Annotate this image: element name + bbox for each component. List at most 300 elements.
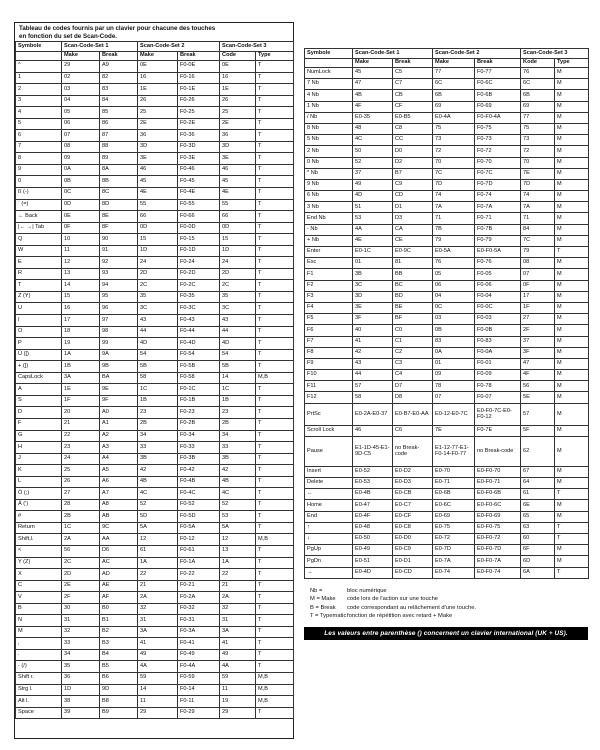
table-cell: 32 xyxy=(138,603,178,615)
table-cell: End xyxy=(305,511,353,522)
legend-description: code lors de l'action sur une touche xyxy=(347,596,439,603)
table-cell: 34 xyxy=(138,430,178,442)
table-cell: F0-66 xyxy=(178,211,220,223)
table-row xyxy=(16,118,294,130)
table-cell: F6 xyxy=(305,325,353,336)
table-cell: 16 xyxy=(62,303,100,315)
table-cell: F0-22 xyxy=(178,569,220,581)
table-row xyxy=(16,522,294,534)
table-cell: B2 xyxy=(100,626,138,638)
table-cell: 4C xyxy=(138,488,178,500)
table-cell: 34 xyxy=(62,649,100,661)
table-row xyxy=(16,95,294,107)
table-cell: F0-72 xyxy=(475,146,521,157)
table-cell: 1A xyxy=(138,557,178,569)
table-row xyxy=(305,224,589,235)
table-cell: F0-49 xyxy=(178,649,220,661)
table-cell: T xyxy=(256,488,294,500)
table-cell: 9E xyxy=(100,384,138,396)
table-cell: 4D xyxy=(138,338,178,350)
table-cell: 47 xyxy=(353,79,393,90)
table-row xyxy=(305,269,589,280)
table-cell: 42 xyxy=(138,465,178,477)
table-row xyxy=(16,696,294,708)
table-cell: T xyxy=(256,222,294,234)
table-cell: J xyxy=(16,453,62,465)
table-cell: E0-F0-6C xyxy=(475,500,521,511)
table-cell: T xyxy=(16,280,62,292)
table-cell: M xyxy=(555,392,589,403)
table-cell: 5B xyxy=(220,361,256,373)
table-cell: 61 xyxy=(138,545,178,557)
table-cell: T xyxy=(256,499,294,511)
table-cell: F0-74 xyxy=(475,191,521,202)
table-cell: M,B xyxy=(256,672,294,684)
table-cell: 03 xyxy=(62,84,100,96)
table-cell: 7 Nb xyxy=(305,79,353,90)
table-row xyxy=(305,191,589,202)
table-cell: M xyxy=(555,179,589,190)
table-cell: 7 xyxy=(16,141,62,153)
table-cell: 75 xyxy=(433,123,475,134)
table-row xyxy=(16,592,294,604)
table-cell: 4E xyxy=(138,188,178,200)
table-cell: E0-51 xyxy=(353,556,393,567)
table-cell: 0C xyxy=(433,302,475,313)
table-cell: 05 xyxy=(433,269,475,280)
table-cell: 53 xyxy=(220,511,256,523)
table-cell: 74 xyxy=(521,191,555,202)
table-cell: 1D xyxy=(220,245,256,257)
table-cell: 0F xyxy=(62,222,100,234)
table-cell: F0-25 xyxy=(178,107,220,119)
left-code-table-panel xyxy=(14,22,294,739)
table-cell: 0D xyxy=(220,222,256,234)
table-cell: 4F xyxy=(521,370,555,381)
table-cell: M,B xyxy=(256,684,294,696)
table-cell: 4 xyxy=(16,107,62,119)
table-cell: B3 xyxy=(100,638,138,650)
table-cell: 74 xyxy=(433,191,475,202)
table-row xyxy=(16,61,294,73)
table-cell: 39 xyxy=(62,707,100,719)
table-row xyxy=(305,556,589,567)
table-cell: T xyxy=(256,557,294,569)
table-cell: M xyxy=(555,258,589,269)
table-cell: 31 xyxy=(220,615,256,627)
table-cell: F0-23 xyxy=(178,407,220,419)
table-cell: 5F xyxy=(521,425,555,436)
table-cell: T xyxy=(555,489,589,500)
table-row xyxy=(305,258,589,269)
table-cell: 5 Nb xyxy=(305,135,353,146)
table-cell: M xyxy=(555,466,589,477)
header-empty xyxy=(16,52,62,61)
table-cell: M xyxy=(555,79,589,90)
table-row xyxy=(16,211,294,223)
table-cell: 3B xyxy=(353,269,393,280)
table-cell: T xyxy=(256,522,294,534)
table-cell: 4A xyxy=(220,661,256,673)
table-cell: F0-2C xyxy=(178,280,220,292)
table-cell: 49 xyxy=(138,649,178,661)
table-cell: F7 xyxy=(305,336,353,347)
table-row xyxy=(16,557,294,569)
table-row xyxy=(16,107,294,119)
table-cell: F0-71 xyxy=(475,213,521,224)
table-cell: 69 xyxy=(521,101,555,112)
table-cell: T xyxy=(256,326,294,338)
table-cell: F0-2A xyxy=(178,592,220,604)
table-cell: 2C xyxy=(138,280,178,292)
table-cell: , xyxy=(16,638,62,650)
table-cell: 41 xyxy=(353,336,393,347)
table-cell: 7C xyxy=(433,168,475,179)
table-cell: E0-CF xyxy=(393,511,433,522)
table-cell: - (/) xyxy=(16,661,62,673)
header-make: Make xyxy=(353,59,393,68)
table-row xyxy=(16,291,294,303)
table-cell: 47 xyxy=(521,358,555,369)
table-cell: 2A xyxy=(138,592,178,604)
legend-item xyxy=(310,587,588,596)
table-cell: E0-53 xyxy=(353,478,393,489)
table-cell: 5D xyxy=(138,511,178,523)
header-break: Break xyxy=(178,52,220,61)
table-cell: M xyxy=(555,556,589,567)
table-cell: M xyxy=(555,168,589,179)
table-cell: M xyxy=(555,370,589,381)
table-cell: T xyxy=(555,247,589,258)
table-cell: 3 xyxy=(16,95,62,107)
table-cell: BF xyxy=(393,314,433,325)
header-symbol: Symbole xyxy=(16,42,62,52)
table-cell: 55 xyxy=(220,199,256,211)
table-cell: 12 xyxy=(62,257,100,269)
table-cell: F0-4A xyxy=(178,661,220,673)
table-cell: Q xyxy=(16,234,62,246)
table-cell: 66 xyxy=(138,211,178,223)
table-row xyxy=(305,403,589,425)
table-cell: E0-12-E0-7C xyxy=(433,403,475,425)
table-cell: F12 xyxy=(305,392,353,403)
table-cell: 15 xyxy=(220,234,256,246)
table-cell: Space xyxy=(16,707,62,719)
table-cell: 95 xyxy=(100,291,138,303)
table-cell: M xyxy=(555,224,589,235)
table-cell: B0 xyxy=(100,603,138,615)
table-cell: Y (Z) xyxy=(16,557,62,569)
table-cell: 7D xyxy=(433,179,475,190)
table-cell: A3 xyxy=(100,442,138,454)
table-cell: 8A xyxy=(100,164,138,176)
table-cell: 72 xyxy=(521,146,555,157)
table-cell: 1B xyxy=(138,395,178,407)
table-cell: E0-48 xyxy=(353,522,393,533)
legend-description: bloc numérique xyxy=(347,587,387,594)
table-cell: A7 xyxy=(100,488,138,500)
table-cell: M xyxy=(555,425,589,436)
table-cell: BB xyxy=(393,269,433,280)
table-cell: 04 xyxy=(433,291,475,302)
table-cell: 36 xyxy=(138,130,178,142)
header-break: Break xyxy=(475,59,521,68)
table-cell: E0-D3 xyxy=(393,478,433,489)
header-kode: Kode xyxy=(521,59,555,68)
table-cell: 6C xyxy=(521,79,555,90)
header-code: Code xyxy=(220,52,256,61)
table-cell: M xyxy=(555,302,589,313)
table-cell: F0-3D xyxy=(178,141,220,153)
table-cell: E0-CD xyxy=(393,567,433,578)
table-cell: F4 xyxy=(305,302,353,313)
table-cell: Shift r. xyxy=(16,672,62,684)
table-cell: F0-7D xyxy=(475,179,521,190)
table-cell: Z (Y) xyxy=(16,291,62,303)
table-row xyxy=(305,135,589,146)
table-cell: 1 xyxy=(16,72,62,84)
table-cell: 33 xyxy=(138,442,178,454)
table-cell: A8 xyxy=(100,499,138,511)
table-cell: F0-6B xyxy=(475,90,521,101)
table-cell: E0-50 xyxy=(353,533,393,544)
table-cell: Delete xyxy=(305,478,353,489)
table-cell: 35 xyxy=(220,291,256,303)
table-cell: 33 xyxy=(62,638,100,650)
scan-code-table-left xyxy=(15,41,294,719)
table-row xyxy=(305,567,589,578)
table-cell: 09 xyxy=(433,370,475,381)
table-cell: 67 xyxy=(521,466,555,477)
table-row xyxy=(16,234,294,246)
table-cell: CD xyxy=(393,191,433,202)
table-cell: 2B xyxy=(62,511,100,523)
table-cell: 2E xyxy=(62,580,100,592)
table-cell: 3B xyxy=(138,453,178,465)
table-cell: T xyxy=(256,234,294,246)
table-cell: B7 xyxy=(393,168,433,179)
table-cell: 45 xyxy=(138,176,178,188)
table-cell: 3E xyxy=(353,302,393,313)
table-cell: T xyxy=(256,245,294,257)
table-cell: C9 xyxy=(393,179,433,190)
table-cell: D2 xyxy=(393,157,433,168)
table-cell: ^ xyxy=(16,61,62,73)
table-cell: 05 xyxy=(62,107,100,119)
table-cell: E0-6C xyxy=(433,500,475,511)
table-cell: 84 xyxy=(521,224,555,235)
table-cell: 29 xyxy=(62,61,100,73)
table-cell: 72 xyxy=(433,146,475,157)
table-cell: 19 xyxy=(62,338,100,350)
table-cell: T xyxy=(256,476,294,488)
table-cell: 44 xyxy=(353,370,393,381)
table-cell: 46 xyxy=(353,425,393,436)
table-cell: B4 xyxy=(100,649,138,661)
header-break: Break xyxy=(393,59,433,68)
table-cell: C0 xyxy=(393,325,433,336)
table-cell: ↑ xyxy=(305,522,353,533)
table-cell: C3 xyxy=(393,358,433,369)
table-cell: 18 xyxy=(62,326,100,338)
table-row xyxy=(16,141,294,153)
legend-key: Nb = xyxy=(310,587,323,594)
table-row xyxy=(16,465,294,477)
table-cell: 70 xyxy=(521,157,555,168)
table-cell: 6D xyxy=(521,556,555,567)
table-cell: E0-F0-7C-E0-F0-12 xyxy=(475,403,521,425)
table-cell: 78 xyxy=(433,381,475,392)
table-row xyxy=(305,500,589,511)
table-cell: E0-C8 xyxy=(393,522,433,533)
table-cell: CF xyxy=(393,101,433,112)
table-cell: F0-3C xyxy=(178,303,220,315)
table-row xyxy=(16,638,294,650)
table-cell: 07 xyxy=(62,130,100,142)
table-cell: 6 Nb xyxy=(305,191,353,202)
table-row xyxy=(16,534,294,546)
table-cell: F0-75 xyxy=(475,123,521,134)
table-cell: 14 xyxy=(220,372,256,384)
table-row xyxy=(16,511,294,523)
table-row xyxy=(305,381,589,392)
table-cell: 76 xyxy=(433,258,475,269)
table-cell: 12 xyxy=(220,534,256,546)
table-row xyxy=(305,247,589,258)
table-cell: 4C xyxy=(353,135,393,146)
table-cell: F0-0B xyxy=(475,325,521,336)
table-cell: F0-07 xyxy=(475,392,521,403)
table-cell: M,B xyxy=(256,372,294,384)
table-row xyxy=(16,488,294,500)
table-cell: 73 xyxy=(521,135,555,146)
table-cell: E0-F0-72 xyxy=(475,533,521,544)
table-cell: F0-54 xyxy=(178,349,220,361)
table-cell: 6B xyxy=(521,90,555,101)
table-cell: E0-F0-75 xyxy=(475,522,521,533)
table-cell: F0-44 xyxy=(178,326,220,338)
table-cell: 1D xyxy=(138,245,178,257)
header-break: Break xyxy=(100,52,138,61)
table-cell: Alt l. xyxy=(16,696,62,708)
table-row xyxy=(305,314,589,325)
table-cell: 90 xyxy=(100,234,138,246)
table-row xyxy=(305,235,589,246)
table-cell: 16 xyxy=(220,72,256,84)
table-cell: 40 xyxy=(353,325,393,336)
header-make: Make xyxy=(433,59,475,68)
table-cell: 43 xyxy=(220,315,256,327)
table-cell: 9D xyxy=(100,684,138,696)
table-cell: 11 xyxy=(138,696,178,708)
table-cell: E0-6B xyxy=(433,489,475,500)
table-cell: E0-74 xyxy=(433,567,475,578)
table-row xyxy=(16,453,294,465)
table-cell: 79 xyxy=(521,247,555,258)
table-cell: . xyxy=(16,649,62,661)
table-row xyxy=(16,707,294,719)
table-cell: F0-1A xyxy=(178,557,220,569)
table-cell: 8D xyxy=(100,199,138,211)
table-cell: 8F xyxy=(100,222,138,234)
table-cell: 13 xyxy=(62,268,100,280)
table-row xyxy=(16,326,294,338)
legend xyxy=(304,587,588,621)
table-cell: T xyxy=(256,61,294,73)
table-cell: E0-72 xyxy=(433,533,475,544)
table-cell: F0-24 xyxy=(178,257,220,269)
table-cell: F0-14 xyxy=(178,684,220,696)
table-cell: Ä (') xyxy=(16,499,62,511)
table-cell: 2A xyxy=(220,592,256,604)
table-row xyxy=(16,649,294,661)
legend-key: T = Typematic xyxy=(310,613,347,620)
table-row xyxy=(16,499,294,511)
table-cell: D0 xyxy=(393,146,433,157)
table-cell: F0-36 xyxy=(178,130,220,142)
table-cell: T xyxy=(256,707,294,719)
table-cell: E0-69 xyxy=(433,511,475,522)
table-cell: 2 Nb xyxy=(305,146,353,157)
table-cell: 45 xyxy=(220,176,256,188)
table-cell: M xyxy=(555,511,589,522)
table-cell: CapsLock xyxy=(16,372,62,384)
table-cell: M xyxy=(555,202,589,213)
table-cell: T xyxy=(256,268,294,280)
table-cell: 42 xyxy=(220,465,256,477)
table-cell: 2 xyxy=(16,84,62,96)
legend-item xyxy=(310,604,588,613)
table-cell: C6 xyxy=(393,425,433,436)
table-cell: 6A xyxy=(521,567,555,578)
table-cell: 22 xyxy=(138,569,178,581)
table-cell: BA xyxy=(100,372,138,384)
table-cell: F0-46 xyxy=(178,164,220,176)
table-cell: 03 xyxy=(433,314,475,325)
table-cell: AA xyxy=(100,534,138,546)
table-cell: 54 xyxy=(220,349,256,361)
table-cell: 7E xyxy=(433,425,475,436)
table-row xyxy=(305,489,589,500)
table-cell: F1 xyxy=(305,269,353,280)
table-cell: M xyxy=(555,135,589,146)
table-cell: 83 xyxy=(100,84,138,96)
table-cell: F0-01 xyxy=(475,358,521,369)
table-cell: E0-1C xyxy=(353,247,393,258)
table-cell: 0A xyxy=(62,164,100,176)
table-cell: F0-06 xyxy=(475,280,521,291)
table-cell: CB xyxy=(393,90,433,101)
table-row xyxy=(16,222,294,234)
table-cell: E0-C7 xyxy=(393,500,433,511)
table-cell: 26 xyxy=(220,95,256,107)
table-cell: E0-7D xyxy=(433,545,475,556)
table-cell: 23 xyxy=(138,407,178,419)
table-cell: 13 xyxy=(220,545,256,557)
table-cell: 5E xyxy=(521,392,555,403)
table-row xyxy=(305,436,589,466)
table-row xyxy=(305,68,589,79)
table-row xyxy=(16,338,294,350)
table-cell: D3 xyxy=(393,213,433,224)
table-cell: 96 xyxy=(100,303,138,315)
table-cell: M xyxy=(555,336,589,347)
table-cell: F0-0E xyxy=(178,61,220,73)
table-cell: M xyxy=(555,436,589,466)
table-cell: F0-76 xyxy=(475,258,521,269)
table-cell: 0E xyxy=(220,61,256,73)
table-cell: E0-2A-E0-37 xyxy=(353,403,393,425)
